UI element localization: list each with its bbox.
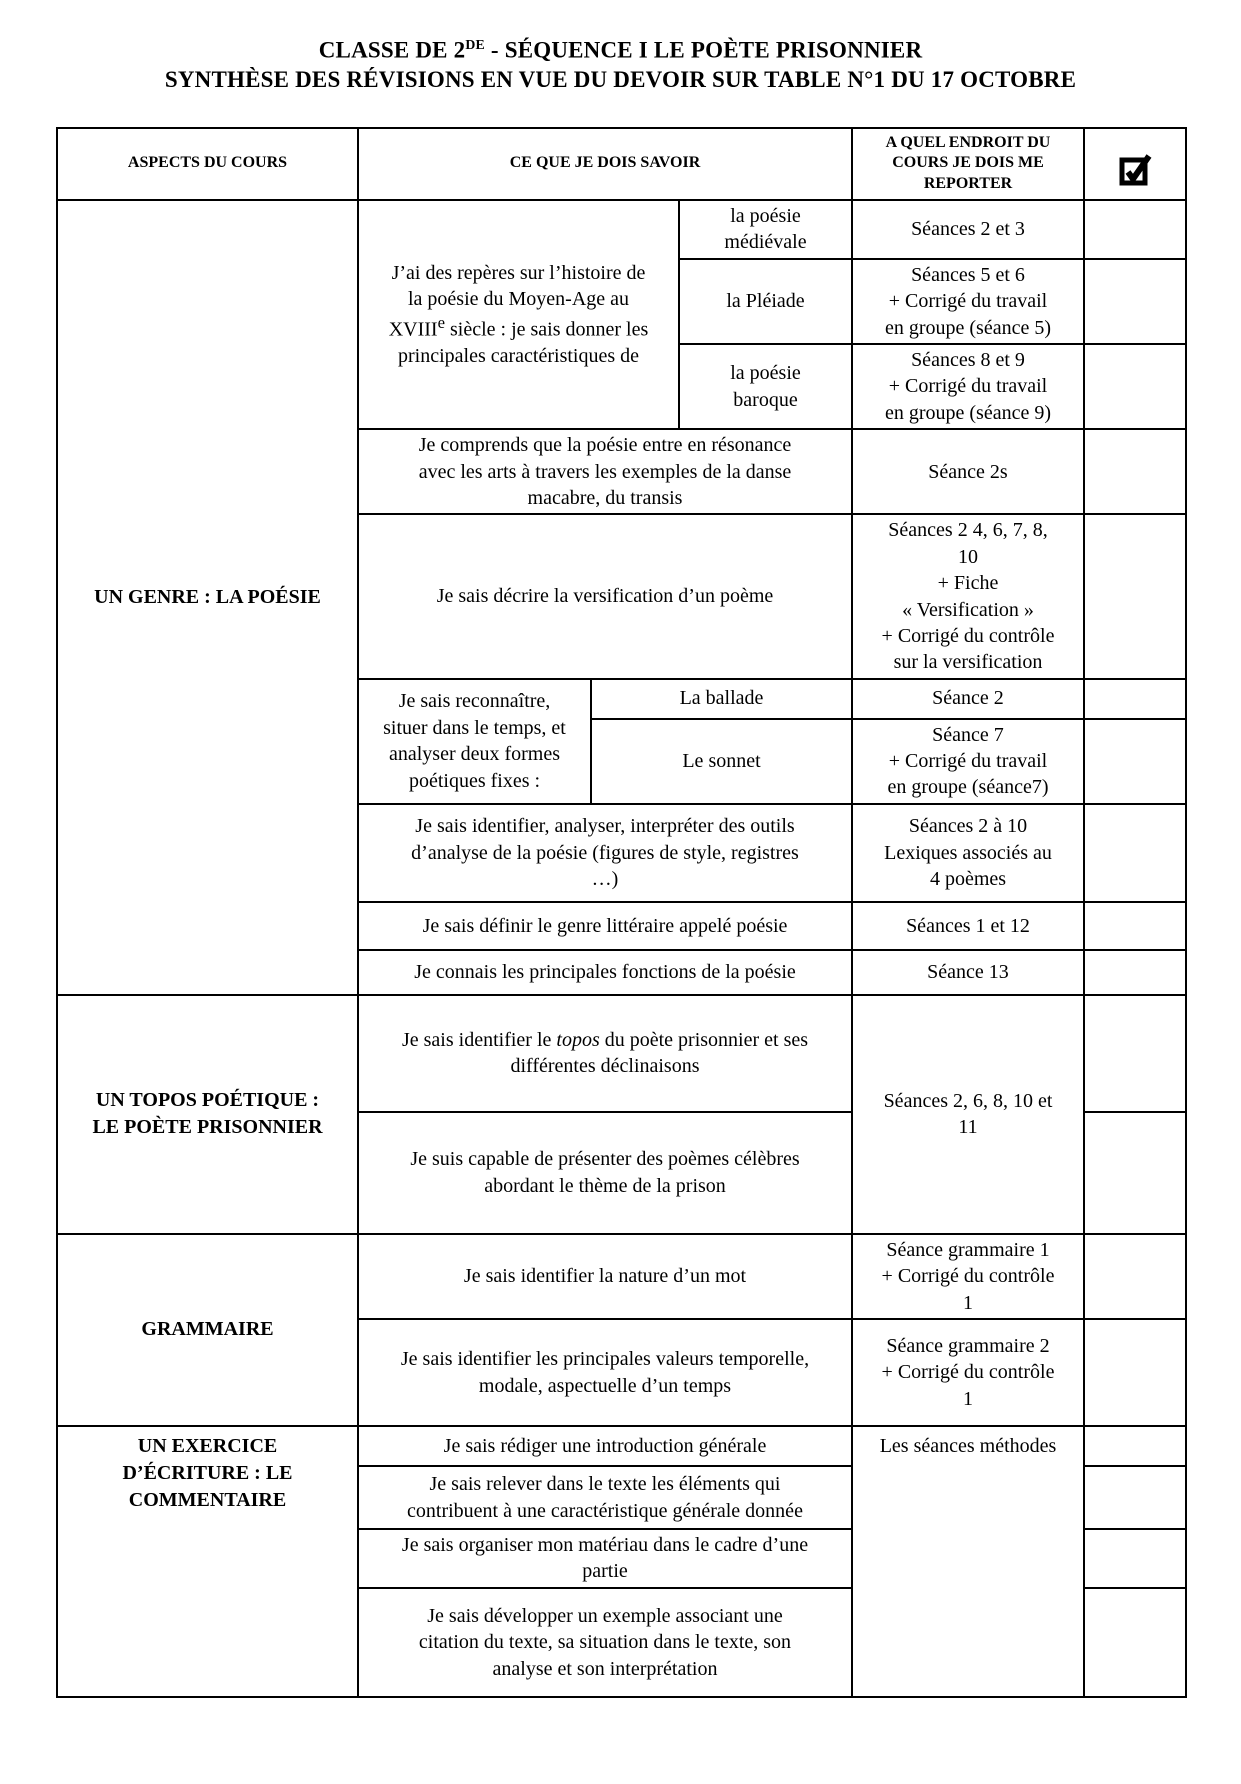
ref-poesie-baroque: Séances 8 et 9 + Corrigé du travail en groupe (séance 9) [852,344,1084,429]
check-cell [1084,902,1186,950]
title-line1-superscript: DE [465,37,485,52]
savoir-nature-mot: Je sais identifier la nature d’un mot [358,1234,852,1319]
history-intro-text: J’ai des repères sur l’histoire de la poésie du Moyen-Age au XVIII [388,261,646,341]
ref-valeurs-temps: Séance grammaire 2 + Corrigé du contrôle 1 [852,1319,1084,1426]
check-cell [1084,719,1186,804]
savoir-fonctions-poesie: Je connais les principales fonctions de la poésie [358,950,852,995]
ref-fonctions-poesie: Séance 13 [852,950,1084,995]
header-aspects-du-cours: ASPECTS DU COURS [57,128,358,200]
check-cell [1084,200,1186,259]
topos-text-2: du poète prisonnier et ses différentes déclinaisons [510,1028,809,1078]
checkbox-checked-icon [1118,152,1152,186]
savoir-outils-analyse: Je sais identifier, analyser, interpréter des outils d’analyse de la poésie (figures de style, registres …) [358,804,852,902]
savoir-developper-exemple: Je sais développer un exemple associant une citation du texte, sa situation dans le texte, son analyse et son interprétation [358,1588,852,1697]
check-cell [1084,1529,1186,1588]
section-label-exercice-ecriture-commentaire: UN EXERCICE D’ÉCRITURE : LE COMMENTAIRE [57,1426,358,1697]
history-intro-text-2: siècle : je sais donner les principales caractéristiques de [398,318,649,368]
title-line1-prefix: CLASSE DE 2 [318,37,466,63]
history-intro-superscript: e [437,313,445,333]
savoir-valeurs-temps: Je sais identifier les principales valeurs temporelle, modale, aspectuelle d’un temps [358,1319,852,1426]
header-check-column [1084,128,1186,200]
check-cell [1084,1588,1186,1697]
check-cell [1084,679,1186,719]
savoir-history-intro [358,200,679,429]
ref-danse-macabre: Séance 2s [852,429,1084,514]
savoir-formes-fixes-intro: Je sais reconnaître, situer dans le temps, et analyser deux formes poétiques fixes : [358,679,591,804]
topic-poesie-medievale: la poésie médiévale [679,200,852,259]
header-ce-que-je-dois-savoir: CE QUE JE DOIS SAVOIR [358,128,852,200]
topic-poesie-baroque: la poésie baroque [679,344,852,429]
savoir-versification: Je sais décrire la versification d’un poème [358,514,852,678]
check-cell [1084,259,1186,344]
topic-la-pleiade: la Pléiade [679,259,852,344]
topic-la-ballade: La ballade [591,679,852,719]
savoir-identifier-topos [358,995,852,1112]
topos-italic-word: topos [556,1028,600,1051]
ref-poesie-medievale: Séances 2 et 3 [852,200,1084,259]
document-title [0,30,1241,94]
check-cell [1084,1234,1186,1319]
savoir-danse-macabre: Je comprends que la poésie entre en résonance avec les arts à travers les exemples de la danse macabre, du transis [358,429,852,514]
check-cell [1084,1426,1186,1466]
ref-nature-mot: Séance grammaire 1 + Corrigé du contrôle 1 [852,1234,1084,1319]
check-cell [1084,995,1186,1112]
doc-title-line2: SYNTHÈSE DES RÉVISIONS EN VUE DU DEVOIR SUR TABLE N°1 DU 17 OCTOBRE [164,66,1077,92]
check-cell [1084,804,1186,902]
check-cell [1084,429,1186,514]
ref-definir-genre: Séances 1 et 12 [852,902,1084,950]
section-label-grammaire: GRAMMAIRE [57,1234,358,1426]
check-cell [1084,1112,1186,1234]
savoir-definir-genre: Je sais définir le genre littéraire appelé poésie [358,902,852,950]
ref-la-ballade: Séance 2 [852,679,1084,719]
ref-versification: Séances 2 4, 6, 7, 8, 10 + Fiche « Versification » + Corrigé du contrôle sur la versification [852,514,1084,678]
ref-topos: Séances 2, 6, 8, 10 et 11 [852,995,1084,1234]
check-cell [1084,950,1186,995]
header-endroit-reporter: A QUEL ENDROIT DU COURS JE DOIS ME REPORTER [852,128,1084,200]
check-cell [1084,1319,1186,1426]
ref-outils-analyse: Séances 2 à 10 Lexiques associés au 4 poèmes [852,804,1084,902]
check-cell [1084,1466,1186,1529]
check-cell [1084,344,1186,429]
title-line1-suffix: - SÉQUENCE I LE POÈTE PRISONNIER [484,37,923,63]
savoir-organiser-materiau: Je sais organiser mon matériau dans le cadre d’une partie [358,1529,852,1588]
revision-synthesis-table [56,127,1187,1698]
ref-seances-methodes: Les séances méthodes [852,1426,1084,1697]
savoir-relever-elements: Je sais relever dans le texte les éléments qui contribuent à une caractéristique générale donnée [358,1466,852,1529]
topos-text-1: Je sais identifier le [401,1028,557,1051]
savoir-poemes-celebres-prison: Je suis capable de présenter des poèmes célèbres abordant le thème de la prison [358,1112,852,1234]
topic-le-sonnet: Le sonnet [591,719,852,804]
section-label-un-topos-poetique: UN TOPOS POÉTIQUE : LE POÈTE PRISONNIER [57,995,358,1234]
doc-title-line1 [0,30,1241,65]
ref-le-sonnet: Séance 7 + Corrigé du travail en groupe (séance7) [852,719,1084,804]
section-label-un-genre-la-poesie: UN GENRE : LA POÉSIE [57,200,358,995]
ref-la-pleiade: Séances 5 et 6 + Corrigé du travail en groupe (séance 5) [852,259,1084,344]
savoir-introduction-generale: Je sais rédiger une introduction générale [358,1426,852,1466]
check-cell [1084,514,1186,678]
